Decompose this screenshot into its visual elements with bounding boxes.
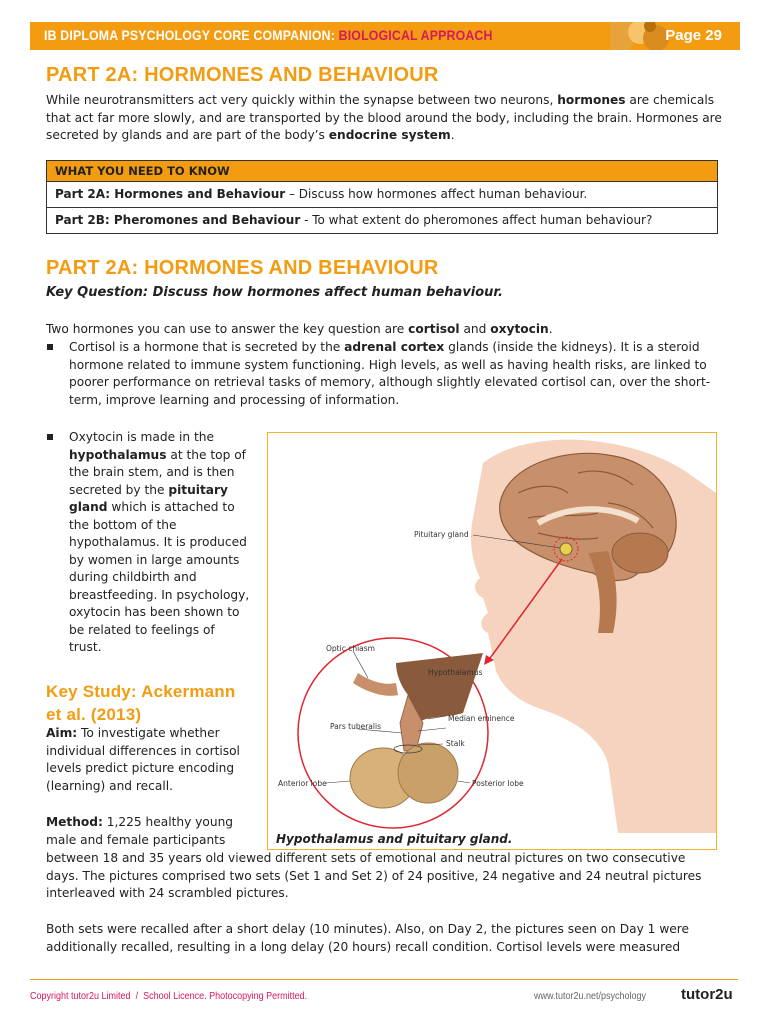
need-box-row: Part 2B: Pheromones and Behaviour - To what extent do pheromones affect human behaviour? bbox=[47, 207, 717, 233]
need-box-row: Part 2A: Hormones and Behaviour – Discuss how hormones affect human behaviour. bbox=[55, 187, 588, 201]
header-title: IB DIPLOMA PSYCHOLOGY CORE COMPANION: BIOLOGICAL APPROACH bbox=[44, 27, 493, 43]
oxytocin-bullet: Oxytocin is made in the hypothalamus at the top of the brain stem, and is then secreted by the pituitary gland which is attached to the bottom of the hypothalamus. It is produced by women in large amounts during childbirth and breastfeeding. In psychology, oxytocin has been shown to be related to feelings of trust. bbox=[69, 430, 250, 654]
label-pituitary-gland: Pituitary gland bbox=[414, 530, 469, 539]
bullet-icon bbox=[47, 434, 53, 440]
footer-copyright: Copyright tutor2u Limited / School Licence. Photocopying Permitted. bbox=[30, 991, 308, 1002]
section-heading: PART 2A: HORMONES AND BEHAVIOUR bbox=[46, 257, 439, 279]
label-pars-tuberalis: Pars tuberalis bbox=[330, 722, 381, 731]
key-study-aim: Aim: To investigate whether individual differences in cortisol levels predict picture encoding (learning) and recall. bbox=[46, 726, 240, 793]
hypothalamus-figure bbox=[267, 432, 717, 850]
key-study-method: Method: 1,225 healthy young male and female participants bbox=[46, 815, 234, 847]
footer-url[interactable]: www.tutor2u.net/psychology bbox=[534, 991, 647, 1002]
header-decoration-icon bbox=[610, 22, 670, 50]
bullet-icon bbox=[47, 344, 53, 350]
label-stalk: Stalk bbox=[446, 739, 465, 748]
label-median-eminence: Median eminence bbox=[448, 714, 515, 723]
label-posterior-lobe: Posterior lobe bbox=[472, 779, 524, 788]
figure-caption: Hypothalamus and pituitary gland. bbox=[276, 832, 513, 846]
need-box-header: WHAT YOU NEED TO KNOW bbox=[47, 161, 717, 182]
key-study-recall: Both sets were recalled after a short delay (10 minutes). Also, on Day 2, the pictures seen on Day 1 were additionally recalled, resulting in a long delay (20 hours) recall condition. Cortisol levels were measured bbox=[46, 922, 690, 954]
page-header bbox=[30, 22, 740, 50]
label-hypothalamus: Hypothalamus bbox=[428, 668, 483, 677]
tutor2u-logo: tutor2u bbox=[681, 986, 733, 1003]
what-you-need-to-know-box bbox=[46, 160, 718, 234]
page-number: Page 29 bbox=[665, 27, 722, 44]
hormones-lead: Two hormones you can use to answer the key question are cortisol and oxytocin. bbox=[46, 322, 553, 336]
section-heading: PART 2A: HORMONES AND BEHAVIOUR bbox=[46, 64, 439, 86]
key-study-heading: Key Study: Ackermann et al. (2013) bbox=[46, 682, 236, 724]
key-study-method-continued: between 18 and 35 years old viewed different sets of emotional and neutral pictures on two consecutive days. The pictures comprised two sets (Set 1 and Set 2) of 24 positive, 24 negative and 24 neutral pictures interleaved with 24 scrambled pictures. bbox=[46, 851, 702, 900]
intro-paragraph: While neurotransmitters act very quickly within the synapse between two neurons, hormones are chemicals that act far more slowly, and are transported by the blood around the body, including the brain. Hormones are secreted by glands and are part of the body’s endocrine system. bbox=[46, 93, 722, 142]
header-title-accent: BIOLOGICAL APPROACH bbox=[338, 27, 493, 43]
label-anterior-lobe: Anterior lobe bbox=[278, 779, 327, 788]
key-question: Key Question: Discuss how hormones affect human behaviour. bbox=[46, 285, 503, 300]
label-optic-chiasm: Optic chiasm bbox=[326, 644, 375, 653]
footer-divider bbox=[30, 979, 738, 980]
brain-illustration bbox=[268, 433, 716, 833]
cortisol-bullet: Cortisol is a hormone that is secreted by the adrenal cortex glands (inside the kidneys). It is a steroid hormone related to immune system functioning. High levels, as well as having health risks, are linked to poorer performance on retrieval tasks of memory, although slightly elevated cortisol can, over the short-term, improve learning and processing of information. bbox=[69, 340, 711, 407]
